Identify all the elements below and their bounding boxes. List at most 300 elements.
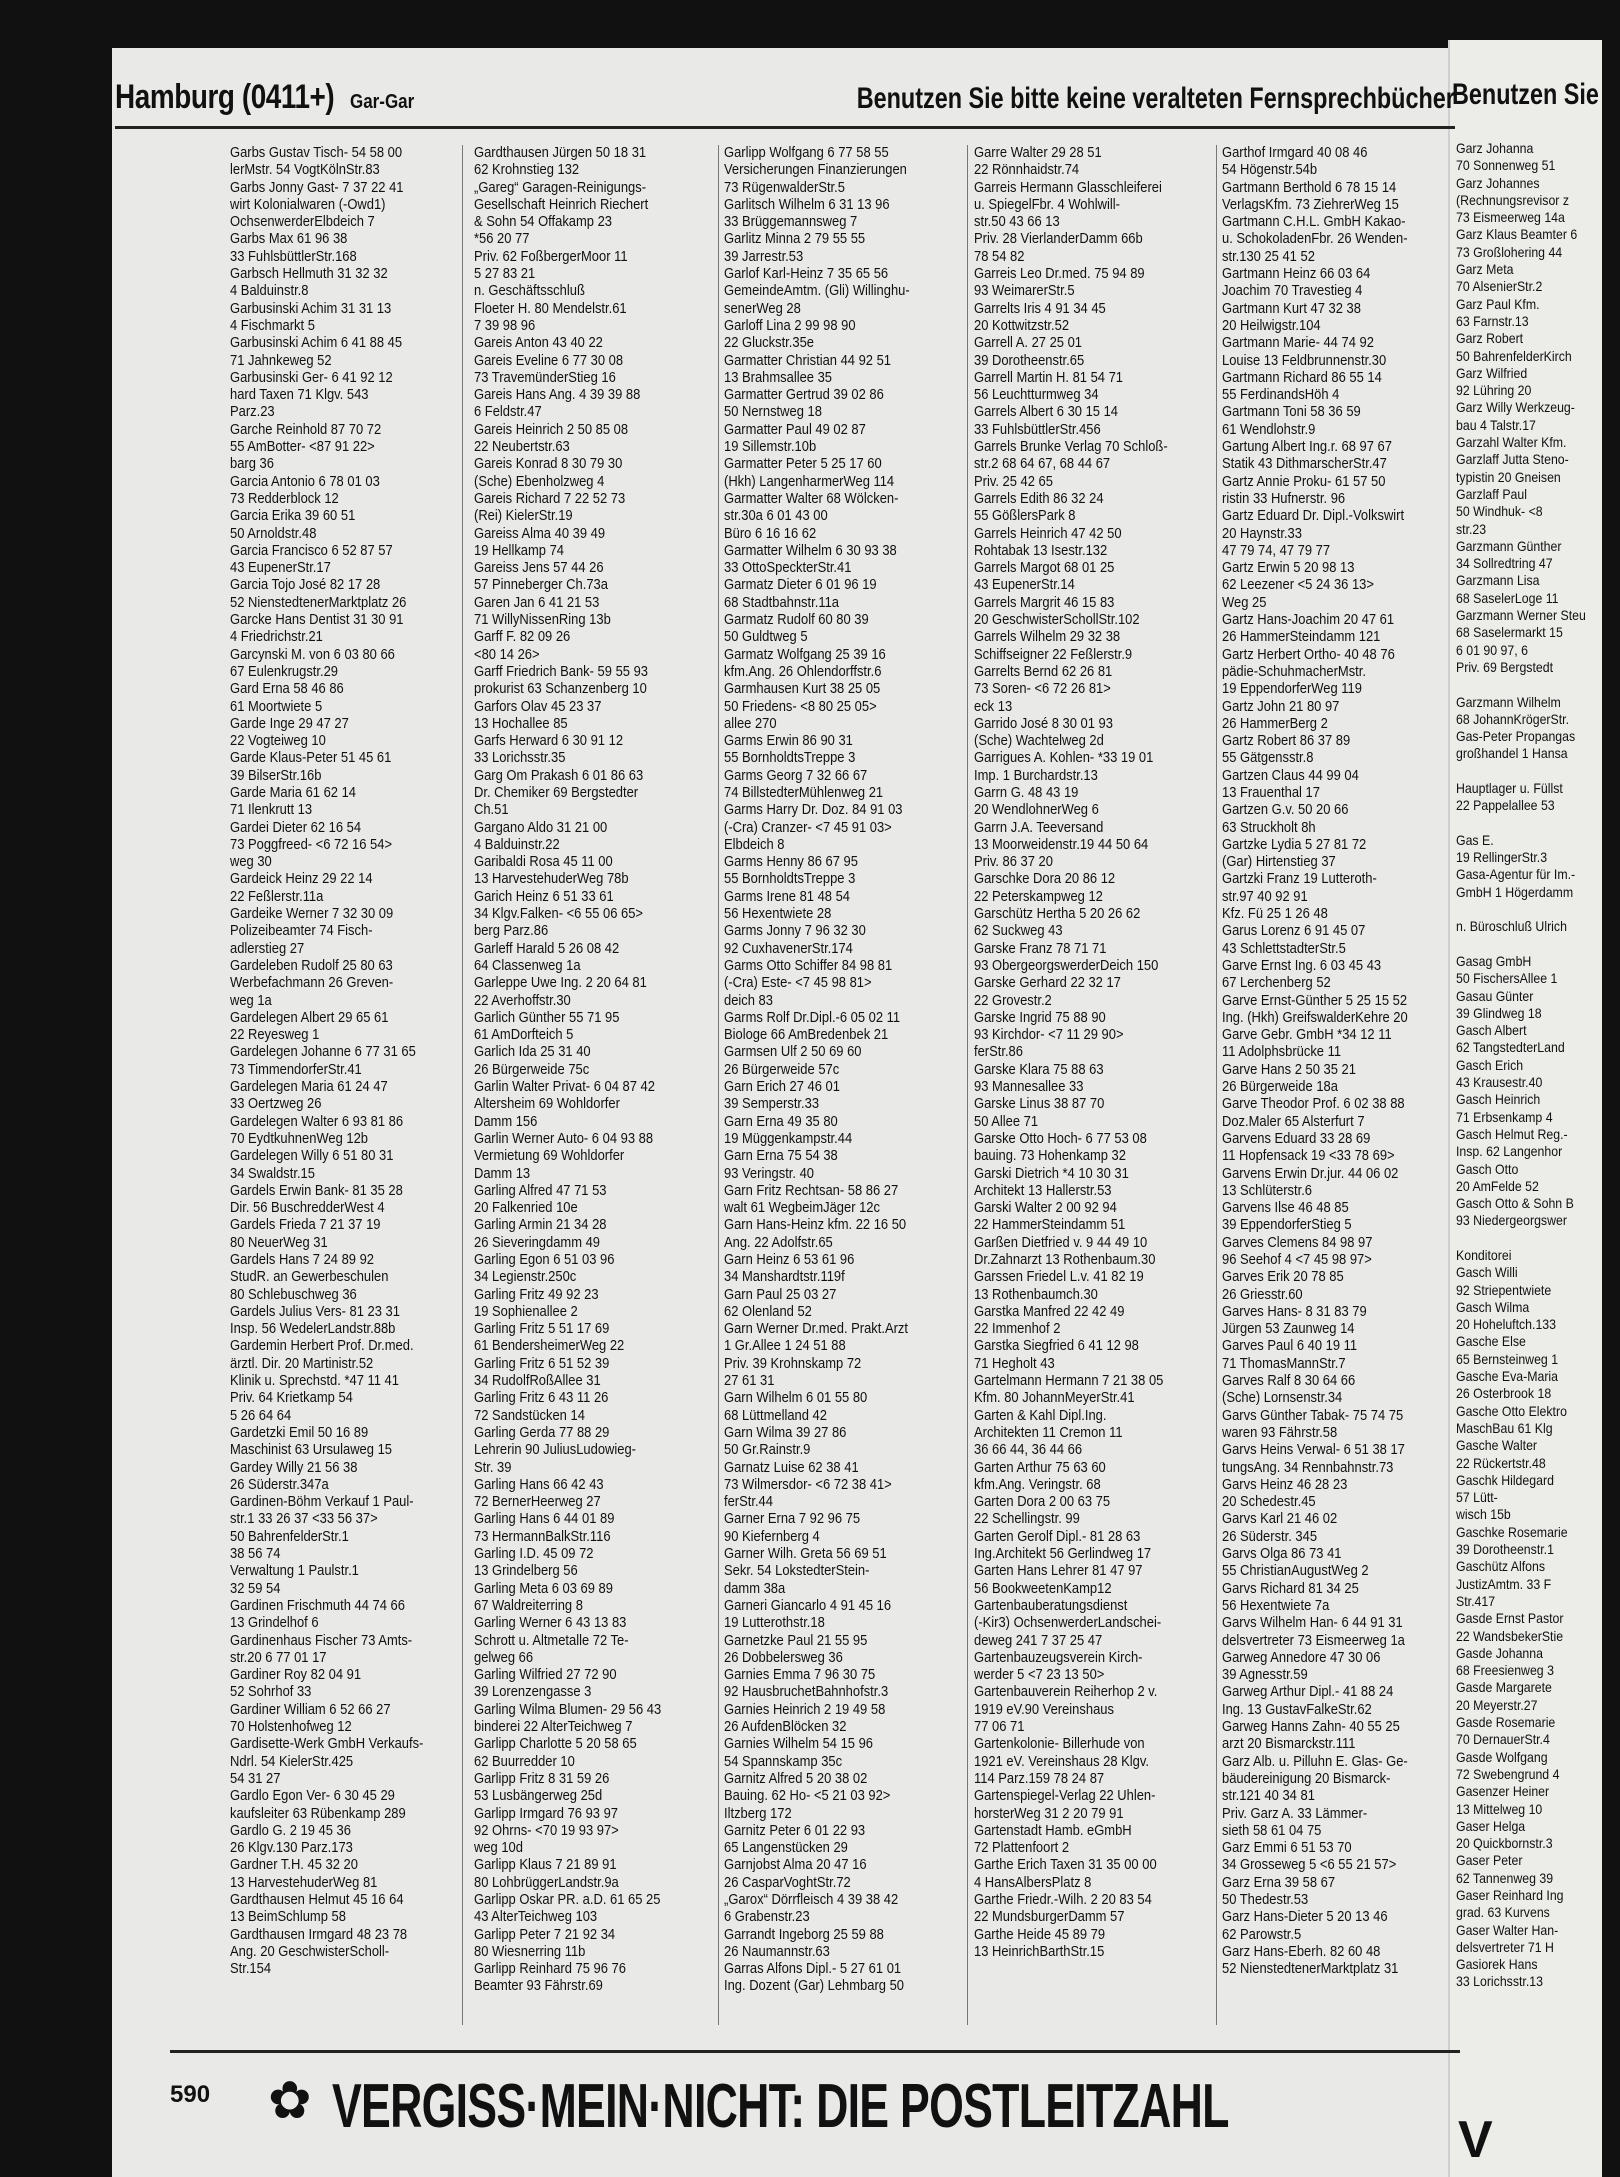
listing-line: Garten Gerolf Dipl.- 81 28 63	[974, 1528, 1141, 1545]
listing-line: 26 Klgv.130 Parz.173	[230, 1840, 353, 1857]
listing-line: ferStr.86	[974, 1044, 1023, 1061]
listing-line: Garthe Heide 45 89 79	[974, 1926, 1106, 1943]
listing-line: 33 FuhlsbüttlerStr.456	[974, 421, 1101, 438]
listing-line: Str. 39	[474, 1459, 512, 1476]
listing-line: Garms Rolf Dr.Dipl.-6 05 02 11	[724, 1009, 901, 1026]
listing-line: Garves Hans- 8 31 83 79	[1222, 1303, 1367, 1320]
listing-line: Biologe 66 AmBredenbek 21	[724, 1027, 889, 1044]
listing-line: 96 Seehof 4 <7 45 98 97>	[1222, 1252, 1372, 1268]
listing-line: Sekr. 54 LokstedterStein-	[724, 1563, 870, 1580]
listing-line: Garz Meta	[1456, 261, 1514, 278]
listing-line: 19 Sillemstr.10b	[724, 439, 817, 456]
listing-line: arzt 20 Bismarckstr.111	[1222, 1736, 1356, 1753]
listing-line: 34 Swaldstr.15	[230, 1165, 315, 1182]
listing-line: 71 WillyNissenRing 13b	[474, 612, 611, 629]
listing-line: str.2 68 64 67, 68 44 67	[974, 456, 1111, 473]
listing-line: gelweg 66	[474, 1649, 534, 1666]
listing-line: 56 BookweetenKamp12	[974, 1580, 1112, 1597]
listing-line: Garweg Hanns Zahn- 40 55 25	[1222, 1719, 1400, 1736]
listing-line: Gareis Richard 7 22 52 73	[474, 490, 626, 507]
listing-line: 34 Manshardtstr.119f	[724, 1269, 845, 1286]
listing-line: 55 BornholdtsTreppe 3	[724, 871, 856, 888]
listing-line: 4 Fischmarkt 5	[230, 317, 315, 334]
listing-line: 39 Lorenzengasse 3	[474, 1684, 592, 1701]
listing-line: Gartelmann Hermann 7 21 38 05	[974, 1373, 1164, 1390]
listing-line: Garlin Werner Auto- 6 04 93 88	[474, 1130, 654, 1147]
listing-line: Ang. 20 GeschwisterScholl-	[230, 1943, 390, 1960]
listing-line: 6 Feldstr.47	[474, 404, 542, 421]
listing-line: 6 Grabenstr.23	[724, 1909, 810, 1926]
listing-line: Architekten 11 Cremon 11	[974, 1424, 1123, 1441]
listing-line: 114 Parz.159 78 24 87	[974, 1770, 1105, 1787]
listing-line: 61 Wendlohstr.9	[1222, 421, 1316, 438]
listing-line: 50 Thedestr.53	[1222, 1891, 1309, 1908]
listing-line: 13 Brahmsallee 35	[724, 369, 832, 386]
listing-line: Garweg Annedore 47 30 06	[1222, 1649, 1381, 1666]
listing-line: 73 Eismeerweg 14a	[1456, 209, 1565, 226]
listing-line: Garske Otto Hoch- 6 77 53 08	[974, 1130, 1147, 1147]
listing-line: Gareis Hans Ang. 4 39 39 88	[474, 387, 641, 404]
listing-line: Garling Gerda 77 88 29	[474, 1424, 610, 1441]
listing-line: 43 SchlettstadterStr.5	[1222, 940, 1346, 957]
listing-line: Gartmann Heinz 66 03 64	[1222, 266, 1371, 283]
listing-line: Gardthausen Helmut 45 16 64	[230, 1891, 404, 1908]
listing-line: barg 36	[230, 456, 274, 473]
listing-line: 26 HammerSteindamm 121	[1222, 629, 1381, 646]
listing-line: Priv. Garz A. 33 Lämmer-	[1222, 1805, 1368, 1822]
listing-line: Garbsch Hellmuth 31 32 32	[230, 266, 388, 283]
listing-line	[1456, 815, 1584, 832]
listing-line: Gardinen Frischmuth 44 74 66	[230, 1597, 405, 1614]
listing-line: 43 Krausestr.40	[1456, 1074, 1543, 1091]
listing-line: Garreis Hermann Glasschleiferei	[974, 179, 1162, 196]
listing-line: Gartz Erwin 5 20 98 13	[1222, 560, 1355, 577]
listing-line: Ing.Architekt 56 Gerlindweg 17	[974, 1546, 1152, 1563]
listing-line: StudR. an Gewerbeschulen	[230, 1269, 389, 1286]
listing-line: 70 Holstenhofweg 12	[230, 1719, 352, 1736]
listing-line: Altersheim 69 Wohldorfer	[474, 1096, 620, 1113]
listing-line: 92 HausbruchetBahnhofstr.3	[724, 1684, 889, 1701]
listing-line: Gareis Heinrich 2 50 85 08	[474, 421, 629, 438]
listing-line: Garschke Dora 20 86 12	[974, 871, 1116, 888]
listing-line: Gartzki Franz 19 Lutteroth-	[1222, 871, 1377, 888]
listing-line: binderei 22 AlterTeichweg 7	[474, 1719, 633, 1736]
listing-line: Gartmann Berthold 6 78 15 14	[1222, 179, 1397, 196]
listing-line: 22 HammerSteindamm 51	[974, 1217, 1126, 1234]
listing-line: 13 Frauenthal 17	[1222, 784, 1320, 801]
listing-line: 92 CuxhavenerStr.174	[724, 940, 853, 957]
listing-line: 56 Hexentwiete 28	[724, 906, 832, 923]
listing-line: 67 Lerchenberg 52	[1222, 975, 1331, 992]
listing-line: Garski Dietrich *4 10 30 31	[974, 1165, 1129, 1182]
listing-line: n. Geschäftsschluß	[474, 283, 585, 300]
listing-line: str.1 33 26 37 <33 56 37>	[230, 1511, 378, 1528]
listing-line: 70 DernauerStr.4	[1456, 1731, 1550, 1748]
directory-column-2	[474, 145, 699, 2030]
listing-line: 56 Hexentwiete 7a	[1222, 1597, 1330, 1614]
listing-line: Garnjobst Alma 20 47 16	[724, 1857, 867, 1874]
listing-line: Polizeibeamter 74 Fisch-	[230, 923, 373, 940]
listing-line: 73 Wilmersdor- <6 72 38 41>	[724, 1476, 892, 1493]
listing-line: damm 38a	[724, 1580, 786, 1597]
listing-line: Garrels Margot 68 01 25	[974, 560, 1115, 577]
listing-line: Garthof Irmgard 40 08 46	[1222, 145, 1368, 161]
listing-line: Gasch Erich	[1456, 1056, 1524, 1073]
listing-line: Gartmann C.H.L. GmbH Kakao-	[1222, 214, 1406, 231]
listing-line: Beamter 93 Fährstr.69	[474, 1978, 603, 1995]
listing-line: Garms Jonny 7 96 32 30	[724, 923, 866, 940]
listing-line: Gard Erna 58 46 86	[230, 681, 344, 698]
listing-line: Garvens Eduard 33 28 69	[1222, 1130, 1371, 1147]
listing-line: 54 Spannskamp 35c	[724, 1753, 843, 1770]
listing-line: Garstka Siegfried 6 41 12 98	[974, 1338, 1139, 1355]
listing-line: Garn Wilhelm 6 01 55 80	[724, 1390, 868, 1407]
listing-line: 71 Hegholt 43	[974, 1355, 1055, 1372]
listing-line: Priv. 62 FoßbergerMoor 11	[474, 248, 628, 265]
directory-column-5	[1222, 145, 1447, 2030]
listing-line: Gardthausen Jürgen 50 18 31	[474, 145, 647, 161]
listing-line: 39 Dorotheenstr.65	[974, 352, 1085, 369]
listing-line: Gasche Else	[1456, 1333, 1526, 1350]
listing-line: berg Parz.86	[474, 923, 549, 940]
listing-line: Garling Fritz 5 51 17 69	[474, 1321, 610, 1338]
listing-line: Garfs Herward 6 30 91 12	[474, 733, 624, 750]
listing-line: Garling Fritz 6 51 52 39	[474, 1355, 610, 1372]
listing-line: Garz Johannes	[1456, 174, 1540, 191]
listing-line: 47 79 74, 47 79 77	[1222, 542, 1331, 559]
listing-line: 13 Moorweidenstr.19 44 50 64	[974, 836, 1149, 853]
listing-line: 53 Lusbängerweg 25d	[474, 1788, 603, 1805]
listing-line: Garz Klaus Beamter 6	[1456, 226, 1578, 243]
listing-line: Garrels Margrit 46 15 83	[974, 594, 1115, 611]
listing-line: 80 NeuerWeg 31	[230, 1234, 328, 1251]
listing-line: Dr. Chemiker 69 Bergstedter	[474, 784, 639, 801]
listing-line: 67 Waldreiterring 8	[474, 1597, 583, 1614]
listing-line: Garstka Manfred 22 42 49	[974, 1303, 1125, 1320]
listing-line: 32 59 54	[230, 1580, 281, 1597]
listing-line: 22 Gluckstr.35e	[724, 335, 814, 352]
listing-line: 52 Sohrhof 33	[230, 1684, 312, 1701]
listing-line: Gartzen G.v. 50 20 66	[1222, 802, 1349, 819]
listing-line: 33 Lorichsstr.13	[1456, 1973, 1543, 1990]
listing-line: Garloff Lina 2 99 98 90	[724, 317, 856, 334]
listing-line: Gartz Herbert Ortho- 40 48 76	[1222, 646, 1395, 663]
listing-line: 64 Classenweg 1a	[474, 957, 581, 974]
listing-line: 13 Grindelberg 56	[474, 1563, 578, 1580]
listing-line: Garff Friedrich Bank- 59 55 93	[474, 663, 648, 680]
listing-line: 13 HeinrichBarthStr.15	[974, 1943, 1105, 1960]
listing-line: Garling Wilma Blumen- 29 56 43	[474, 1701, 662, 1718]
listing-line: str.97 40 92 91	[1222, 888, 1308, 905]
listing-line: Iltzberg 172	[724, 1805, 792, 1822]
listing-line: weg 30	[230, 854, 272, 871]
listing-line: Garling Armin 21 34 28	[474, 1217, 607, 1234]
listing-line: 55 BornholdtsTreppe 3	[724, 750, 856, 767]
listing-line: Garn Fritz Rechtsan- 58 86 27	[724, 1182, 899, 1199]
listing-line: 20 Kottwitzstr.52	[974, 317, 1070, 334]
listing-line: kaufsleiter 63 Rübenkamp 289	[230, 1805, 406, 1822]
listing-line: 34 RudolfRoßAllee 31	[474, 1373, 601, 1390]
listing-line: Kfm. 80 JohannMeyerStr.41	[974, 1390, 1135, 1407]
listing-line: Garling Hans 66 42 43	[474, 1476, 604, 1493]
listing-line: Gardiner Roy 82 04 91	[230, 1667, 362, 1684]
listing-line: Garfors Olav 45 23 37	[474, 698, 602, 715]
listing-line: 68 JohannKrögerStr.	[1456, 710, 1570, 727]
listing-line: (Rei) KielerStr.19	[474, 508, 573, 525]
listing-line: (Hkh) LangenharmerWeg 114	[724, 473, 895, 490]
listing-line: 39 BilserStr.16b	[230, 767, 322, 784]
listing-line: ärztl. Dir. 20 Martinistr.52	[230, 1355, 374, 1372]
listing-line: Garling Meta 6 03 69 89	[474, 1580, 613, 1597]
listing-line: 34 Klgv.Falken- <6 55 06 65>	[474, 906, 643, 923]
listing-line: Garmatz Dieter 6 01 96 19	[724, 577, 877, 594]
listing-line: 80 Wiesnerring 11b	[474, 1943, 586, 1960]
listing-line: Gareiss Alma 40 39 49	[474, 525, 606, 542]
listing-line: Gardelegen Johanne 6 77 31 65	[230, 1044, 416, 1061]
listing-line: Vermietung 69 Wohldorfer	[474, 1148, 625, 1165]
listing-line: Garrelts Bernd 62 26 81	[974, 663, 1113, 680]
listing-line: Maschinist 63 Ursulaweg 15	[230, 1442, 392, 1459]
listing-line: Garlich Ida 25 31 40	[474, 1044, 591, 1061]
listing-line: Garn Erna 49 35 80	[724, 1113, 838, 1130]
listing-line: JustizAmtm. 33 F	[1456, 1575, 1552, 1592]
listing-line: 5 26 64 64	[230, 1407, 292, 1424]
listing-line: str.20 6 77 01 17	[230, 1649, 327, 1666]
listing-line: Garling Fritz 6 43 11 26	[474, 1390, 609, 1407]
listing-line: 62 Buurredder 10	[474, 1753, 575, 1770]
listing-line: 4 HansAlbersPlatz 8	[974, 1874, 1092, 1891]
listing-line: Ch.51	[474, 802, 509, 819]
listing-line: 5 27 83 21	[474, 266, 536, 283]
listing-line: Gasche Otto Elektro	[1456, 1402, 1567, 1419]
listing-line: Garrels Wilhelm 29 32 38	[974, 629, 1121, 646]
listing-line: Gasde Margarete	[1456, 1679, 1552, 1696]
listing-line: 50 Windhuk- <8	[1456, 503, 1543, 520]
listing-line: 71 Erbsenkamp 4	[1456, 1108, 1553, 1125]
listing-line: Garnitz Peter 6 01 22 93	[724, 1822, 866, 1839]
listing-line: 39 Dorotheenstr.1	[1456, 1541, 1554, 1558]
listing-line: 68 SaselerLoge 11	[1456, 589, 1559, 606]
listing-line: Garten & Kahl Dipl.Ing.	[974, 1407, 1107, 1424]
listing-line: Gardelegen Willy 6 51 80 31	[230, 1148, 394, 1165]
listing-line: Garn Erich 27 46 01	[724, 1079, 840, 1096]
listing-line: & Sohn 54 Offakamp 23	[474, 214, 613, 231]
listing-line: Gartz John 21 80 97	[1222, 698, 1340, 715]
listing-line: 52 NienstedtenerMarktplatz 26	[230, 594, 407, 611]
listing-line: Gartzen Claus 44 99 04	[1222, 767, 1359, 784]
listing-line: Imp. 1 Burchardstr.13	[974, 767, 1098, 784]
listing-line: Gareis Eveline 6 77 30 08	[474, 352, 624, 369]
listing-line: 73 Poggfreed- <6 72 16 54>	[230, 836, 393, 853]
listing-line: VerlagsKfm. 73 ZiehrerWeg 15	[1222, 196, 1399, 213]
listing-line: Schrott u. Altmetalle 72 Te-	[474, 1632, 629, 1649]
listing-line: 20 Quickbornstr.3	[1456, 1835, 1553, 1852]
listing-line: Garcia Tojo José 82 17 28	[230, 577, 381, 594]
listing-line: 62 Olenland 52	[724, 1303, 812, 1320]
listing-line: 26 Osterbrook 18	[1456, 1385, 1552, 1402]
listing-line: 70 Sonnenweg 51	[1456, 157, 1556, 174]
listing-line: Lehrerin 90 JuliusLudowieg-	[474, 1442, 636, 1459]
listing-line: Garms Georg 7 32 66 67	[724, 767, 868, 784]
listing-line: 93 Veringstr. 40	[724, 1165, 815, 1182]
listing-line: Priv. 86 37 20	[974, 854, 1053, 871]
listing-line: Gardthausen Irmgard 48 23 78	[230, 1926, 408, 1943]
postcode-banner: VERGISS·MEIN·NICHT: DIE POSTLEITZAHL	[332, 2072, 1229, 2141]
listing-line: Gesellschaft Heinrich Riechert	[474, 196, 649, 213]
listing-line: Garbusinski Achim 31 31 13	[230, 300, 392, 317]
listing-line	[1456, 676, 1584, 693]
listing-line: Garske Gerhard 22 32 17	[974, 975, 1121, 992]
listing-line: Garve Ernst-Günther 5 25 15 52	[1222, 992, 1408, 1009]
listing-line: senerWeg 28	[724, 300, 801, 317]
listing-line: 13 Hochallee 85	[474, 715, 568, 732]
listing-line: Garnetzke Paul 21 55 95	[724, 1632, 868, 1649]
listing-line: Garzmann Günther	[1456, 537, 1562, 554]
listing-line: 26 Bürgerweide 18a	[1222, 1079, 1338, 1096]
listing-line: Garcke Hans Dentist 31 30 91	[230, 612, 404, 629]
listing-line: Gartenstadt Hamb. eGmbH	[974, 1822, 1132, 1839]
listing-line: 33 Brüggemannsweg 7	[724, 214, 858, 231]
listing-line: 78 54 82	[974, 248, 1025, 265]
listing-line: Gardlo Egon Ver- 6 30 45 29	[230, 1788, 395, 1805]
listing-line: 73 Redderblock 12	[230, 490, 339, 507]
listing-line: Architekt 13 Hallerstr.53	[974, 1182, 1112, 1199]
listing-line: 13 HarvestehuderWeg 81	[230, 1874, 378, 1891]
listing-line: Garmatz Wolfgang 25 39 16	[724, 646, 886, 663]
listing-line: 33 FuhlsbüttlerStr.168	[230, 248, 357, 265]
listing-line: 34 Sollredtring 47	[1456, 555, 1553, 572]
listing-line: Garmatter Gertrud 39 02 86	[724, 387, 884, 404]
listing-line: str.50 43 66 13	[974, 214, 1060, 231]
listing-line: 26 Süderstr. 345	[1222, 1528, 1318, 1545]
listing-line: 61 AmDorfteich 5	[474, 1027, 574, 1044]
listing-line: 26 AufdenBlöcken 32	[724, 1719, 847, 1736]
listing-line: Garling Fritz 49 92 23	[474, 1286, 599, 1303]
listing-line: 4 Friedrichstr.21	[230, 629, 323, 646]
page-footer	[170, 2050, 1460, 2141]
listing-line: 34 Legienstr.250c	[474, 1269, 577, 1286]
listing-line: Garz Paul Kfm.	[1456, 295, 1540, 312]
listing-line: Büro 6 16 16 62	[724, 525, 817, 542]
listing-line: Garff F. 82 09 26	[474, 629, 571, 646]
listing-line: Weg 25	[1222, 594, 1267, 611]
listing-line: bäudereinigung 20 Bismarck-	[1222, 1770, 1391, 1787]
listing-line: Elbdeich 8	[724, 836, 785, 853]
listing-line: Gas-Peter Propangas	[1456, 728, 1576, 745]
listing-line: Gartz Eduard Dr. Dipl.-Volkswirt	[1222, 508, 1405, 525]
listing-line: Garnies Wilhelm 54 15 96	[724, 1736, 874, 1753]
listing-line: Gasde Wolfgang	[1456, 1748, 1548, 1765]
listing-line: ristin 33 Hufnerstr. 96	[1222, 490, 1346, 507]
listing-line: Garrn G. 48 43 19	[974, 784, 1079, 801]
listing-line: Garske Klara 75 88 63	[974, 1061, 1104, 1078]
listing-line: Garms Irene 81 48 54	[724, 888, 850, 905]
listing-line: Garms Otto Schiffer 84 98 81	[724, 957, 893, 974]
listing-line: Garling Egon 6 51 03 96	[474, 1252, 615, 1268]
listing-line: Garms Erwin 86 90 31	[724, 733, 853, 750]
listing-line: 43 AlterTeichweg 103	[474, 1909, 598, 1926]
listing-line: 72 Plattenfoort 2	[974, 1840, 1070, 1857]
listing-line: 71 Jahnkeweg 52	[230, 352, 332, 369]
listing-line: 39 Jarrestr.53	[724, 248, 804, 265]
listing-line: Garz Robert	[1456, 330, 1524, 347]
listing-line: 19 RellingerStr.3	[1456, 849, 1548, 866]
listing-line: 62 Suckweg 43	[974, 923, 1063, 940]
listing-line: Garleff Harald 5 26 08 42	[474, 940, 620, 957]
listing-line: Gasau Günter	[1456, 987, 1534, 1004]
listing-line: Garus Lorenz 6 91 45 07	[1222, 923, 1366, 940]
listing-line: Garvs Olga 86 73 41	[1222, 1546, 1342, 1563]
listing-line: wisch 15b	[1456, 1506, 1511, 1523]
listing-line: 73 TimmendorferStr.41	[230, 1061, 362, 1078]
listing-line: Ing. Dozent (Gar) Lehmbarg 50	[724, 1978, 904, 1995]
listing-line: Gardels Hans 7 24 89 92	[230, 1252, 374, 1268]
listing-line: wirt Kolonialwaren (-Owd1)	[230, 196, 386, 213]
listing-line: Garmhausen Kurt 38 25 05	[724, 681, 881, 698]
listing-line: Garde Maria 61 62 14	[230, 784, 356, 801]
listing-line: 19 Müggenkampstr.44	[724, 1130, 853, 1147]
listing-line: 20 GeschwisterSchollStr.102	[974, 612, 1140, 629]
listing-line: Gaser Helga	[1456, 1817, 1526, 1834]
name-range: Gar-Gar	[350, 91, 415, 113]
listing-line: Garcia Antonio 6 78 01 03	[230, 473, 380, 490]
listing-line: 22 Schellingstr. 99	[974, 1511, 1080, 1528]
listing-line: 6 01 90 97, 6	[1456, 641, 1528, 658]
listing-line: Gartenspiegel-Verlag 22 Uhlen-	[974, 1788, 1156, 1805]
listing-line: Garten Arthur 75 63 60	[974, 1459, 1106, 1476]
listing-line: 13 HarvestehuderWeg 78b	[474, 871, 629, 888]
listing-line: 39 EppendorferStieg 5	[1222, 1217, 1352, 1234]
listing-line: Gasch Heinrich	[1456, 1091, 1541, 1108]
listing-line: Garßen Dietfried v. 9 44 49 10	[974, 1234, 1148, 1251]
listing-line: kfm.Ang. 26 Ohlendorffstr.6	[724, 663, 882, 680]
listing-line: Garneri Giancarlo 4 91 45 16	[724, 1597, 892, 1614]
listing-line: Gardelegen Albert 29 65 61	[230, 1009, 389, 1026]
listing-line: Gareiss Jens 57 44 26	[474, 560, 604, 577]
listing-line: 72 Swebengrund 4	[1456, 1765, 1560, 1782]
listing-line: walt 61 WegbeimJäger 12c	[724, 1200, 880, 1217]
listing-line: Garmatter Walter 68 Wölcken-	[724, 490, 899, 507]
listing-line: Garlitz Minna 2 79 55 55	[724, 231, 866, 248]
listing-line: Garnies Emma 7 96 30 75	[724, 1667, 876, 1684]
column-divider	[967, 145, 968, 2025]
listing-line: u. SpiegelFbr. 4 Wohlwill-	[974, 196, 1120, 213]
listing-line: deich 83	[724, 992, 773, 1009]
listing-line: 55 FerdinandsHöh 4	[1222, 387, 1340, 404]
listing-line: Garling Hans 6 44 01 89	[474, 1511, 615, 1528]
listing-line: Garlipp Wolfgang 6 77 58 55	[724, 145, 889, 161]
listing-line: 11 Adolphsbrücke 11	[1222, 1044, 1342, 1061]
listing-line: 62 Leezener <5 24 36 13>	[1222, 577, 1374, 594]
listing-line	[1456, 936, 1584, 953]
listing-line: Gartenkolonie- Billerhude von	[974, 1736, 1145, 1753]
listing-line: Garvs Karl 21 46 02	[1222, 1511, 1338, 1528]
listing-line: Garms Henny 86 67 95	[724, 854, 858, 871]
listing-line: Gardei Dieter 62 16 54	[230, 819, 362, 836]
listing-line: 20 AmFelde 52	[1456, 1177, 1539, 1194]
listing-line: Garrido José 8 30 01 93	[974, 715, 1113, 732]
listing-line: Gardner T.H. 45 32 20	[230, 1857, 358, 1874]
listing-line: 72 BernerHeerweg 27	[474, 1494, 601, 1511]
listing-line: Gasche Walter	[1456, 1437, 1538, 1454]
listing-line: Garn Wilma 39 27 86	[724, 1424, 847, 1441]
listing-line: Garn Heinz 6 53 61 96	[724, 1252, 855, 1268]
listing-line: Garn Paul 25 03 27	[724, 1286, 837, 1303]
listing-line: (Sche) Ebenholzweg 4	[474, 473, 605, 490]
listing-line: Garrell Martin H. 81 54 71	[974, 369, 1124, 386]
listing-line: Garve Theodor Prof. 6 02 38 88	[1222, 1096, 1405, 1113]
listing-line: Garbs Gustav Tisch- 54 58 00	[230, 145, 403, 161]
